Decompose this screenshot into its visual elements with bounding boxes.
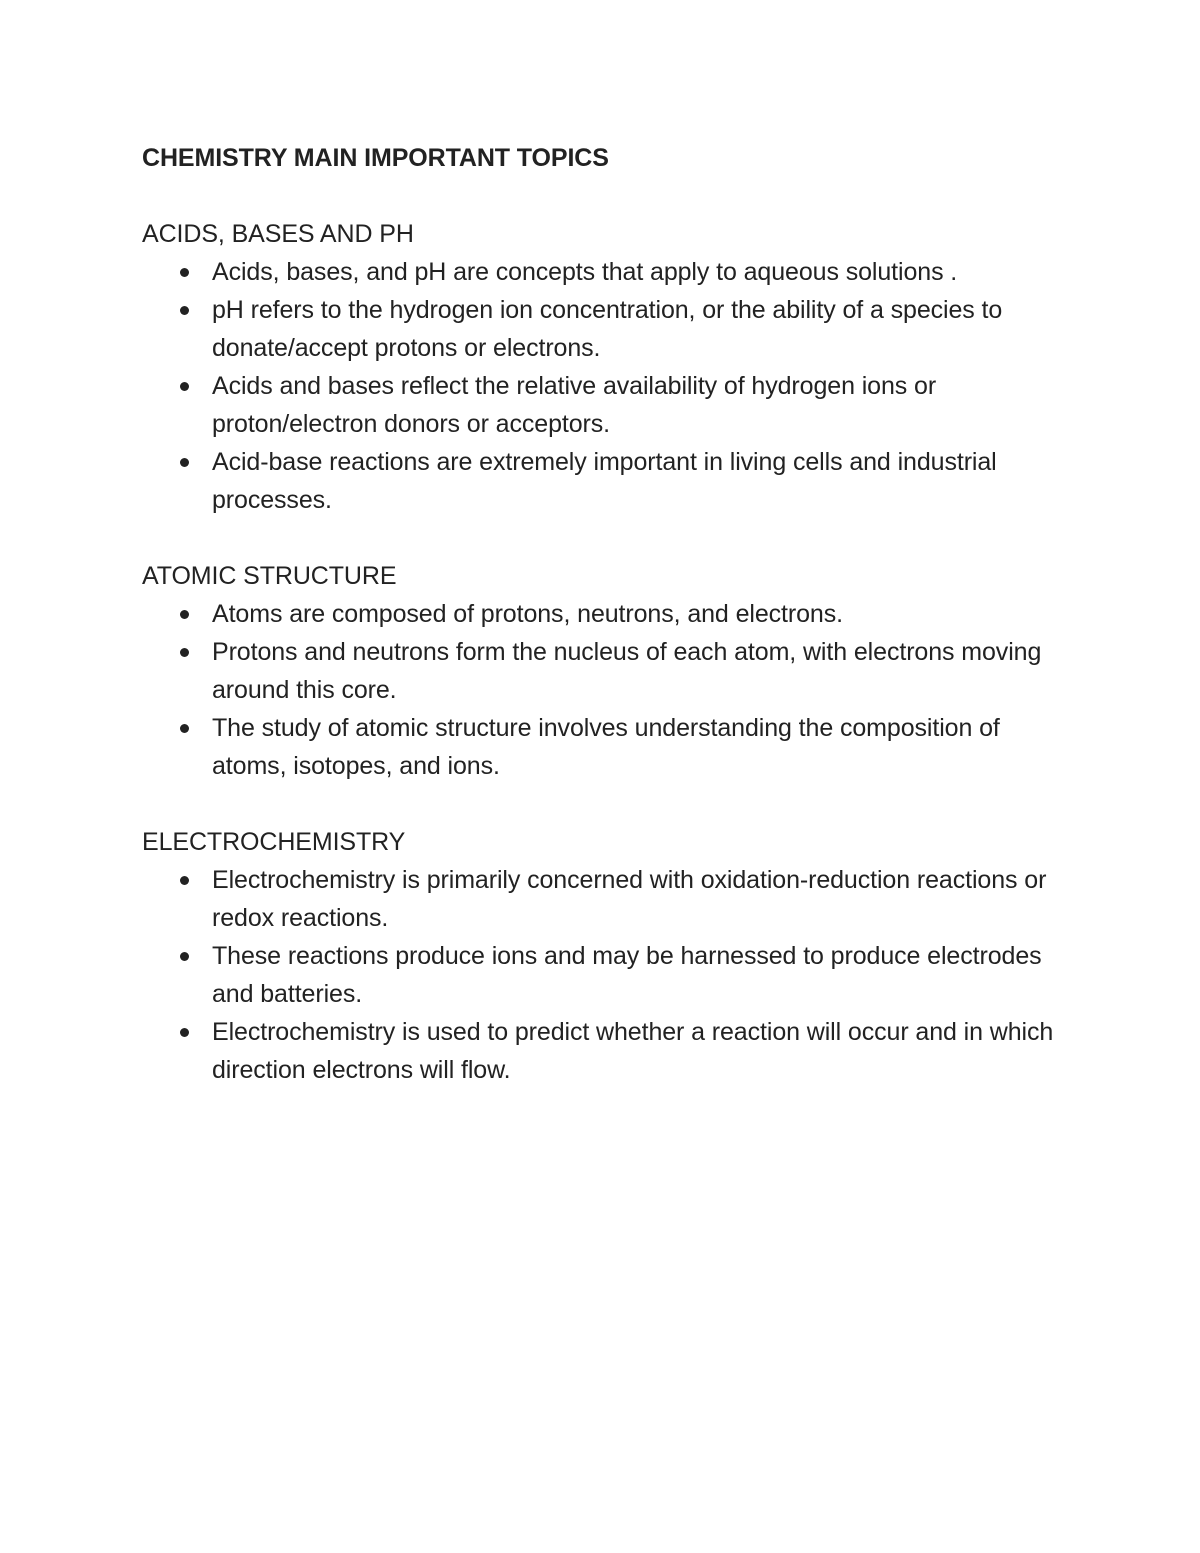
bullet-icon <box>180 382 189 391</box>
list-item-text: Electrochemistry is used to predict whether a reaction will occur and in which direction electrons will flow. <box>212 1018 1054 1084</box>
list-item-text: Electrochemistry is primarily concerned with oxidation-reduction reactions or redox reactions. <box>212 866 1047 932</box>
list-item-text: These reactions produce ions and may be harnessed to produce electrodes and batteries. <box>212 942 1042 1008</box>
document-content <box>142 139 1082 1127</box>
list-item <box>142 1013 1072 1089</box>
bullet-icon <box>180 268 189 277</box>
bullet-icon <box>180 306 189 315</box>
list-item <box>142 253 1072 291</box>
list-item <box>142 443 1072 519</box>
section-heading: ATOMIC STRUCTURE <box>142 562 397 590</box>
bullet-icon <box>180 458 189 467</box>
list-item-text: The study of atomic structure involves understanding the composition of atoms, isotopes, and ions. <box>212 714 1000 780</box>
list-item <box>142 291 1072 367</box>
list-item-text: pH refers to the hydrogen ion concentration, or the ability of a species to donate/accept protons or electrons. <box>212 296 1003 362</box>
section-heading: ELECTROCHEMISTRY <box>142 828 406 856</box>
bullet-list <box>142 253 1082 519</box>
list-item-text: Protons and neutrons form the nucleus of each atom, with electrons moving around this core. <box>212 638 1042 704</box>
bullet-icon <box>180 952 189 961</box>
list-item <box>142 861 1072 937</box>
list-item-text: Acids and bases reflect the relative availability of hydrogen ions or proton/electron donors or acceptors. <box>212 372 937 438</box>
section-atomic-structure <box>142 557 1082 785</box>
bullet-icon <box>180 876 189 885</box>
bullet-list <box>142 861 1082 1089</box>
list-item <box>142 633 1072 709</box>
list-item-text: Atoms are composed of protons, neutrons, and electrons. <box>212 600 843 628</box>
bullet-icon <box>180 724 189 733</box>
list-item <box>142 709 1072 785</box>
list-item <box>142 595 1072 633</box>
list-item-text: Acid-base reactions are extremely important in living cells and industrial processes. <box>212 448 997 514</box>
bullet-list <box>142 595 1082 785</box>
list-item <box>142 367 1072 443</box>
list-item <box>142 937 1072 1013</box>
list-item-text: Acids, bases, and pH are concepts that apply to aqueous solutions . <box>212 258 958 286</box>
bullet-icon <box>180 1028 189 1037</box>
document-title: CHEMISTRY MAIN IMPORTANT TOPICS <box>142 144 609 172</box>
bullet-icon <box>180 610 189 619</box>
section-acids-bases-ph <box>142 215 1082 519</box>
bullet-icon <box>180 648 189 657</box>
section-electrochemistry <box>142 823 1082 1089</box>
section-heading: ACIDS, BASES AND PH <box>142 220 414 248</box>
